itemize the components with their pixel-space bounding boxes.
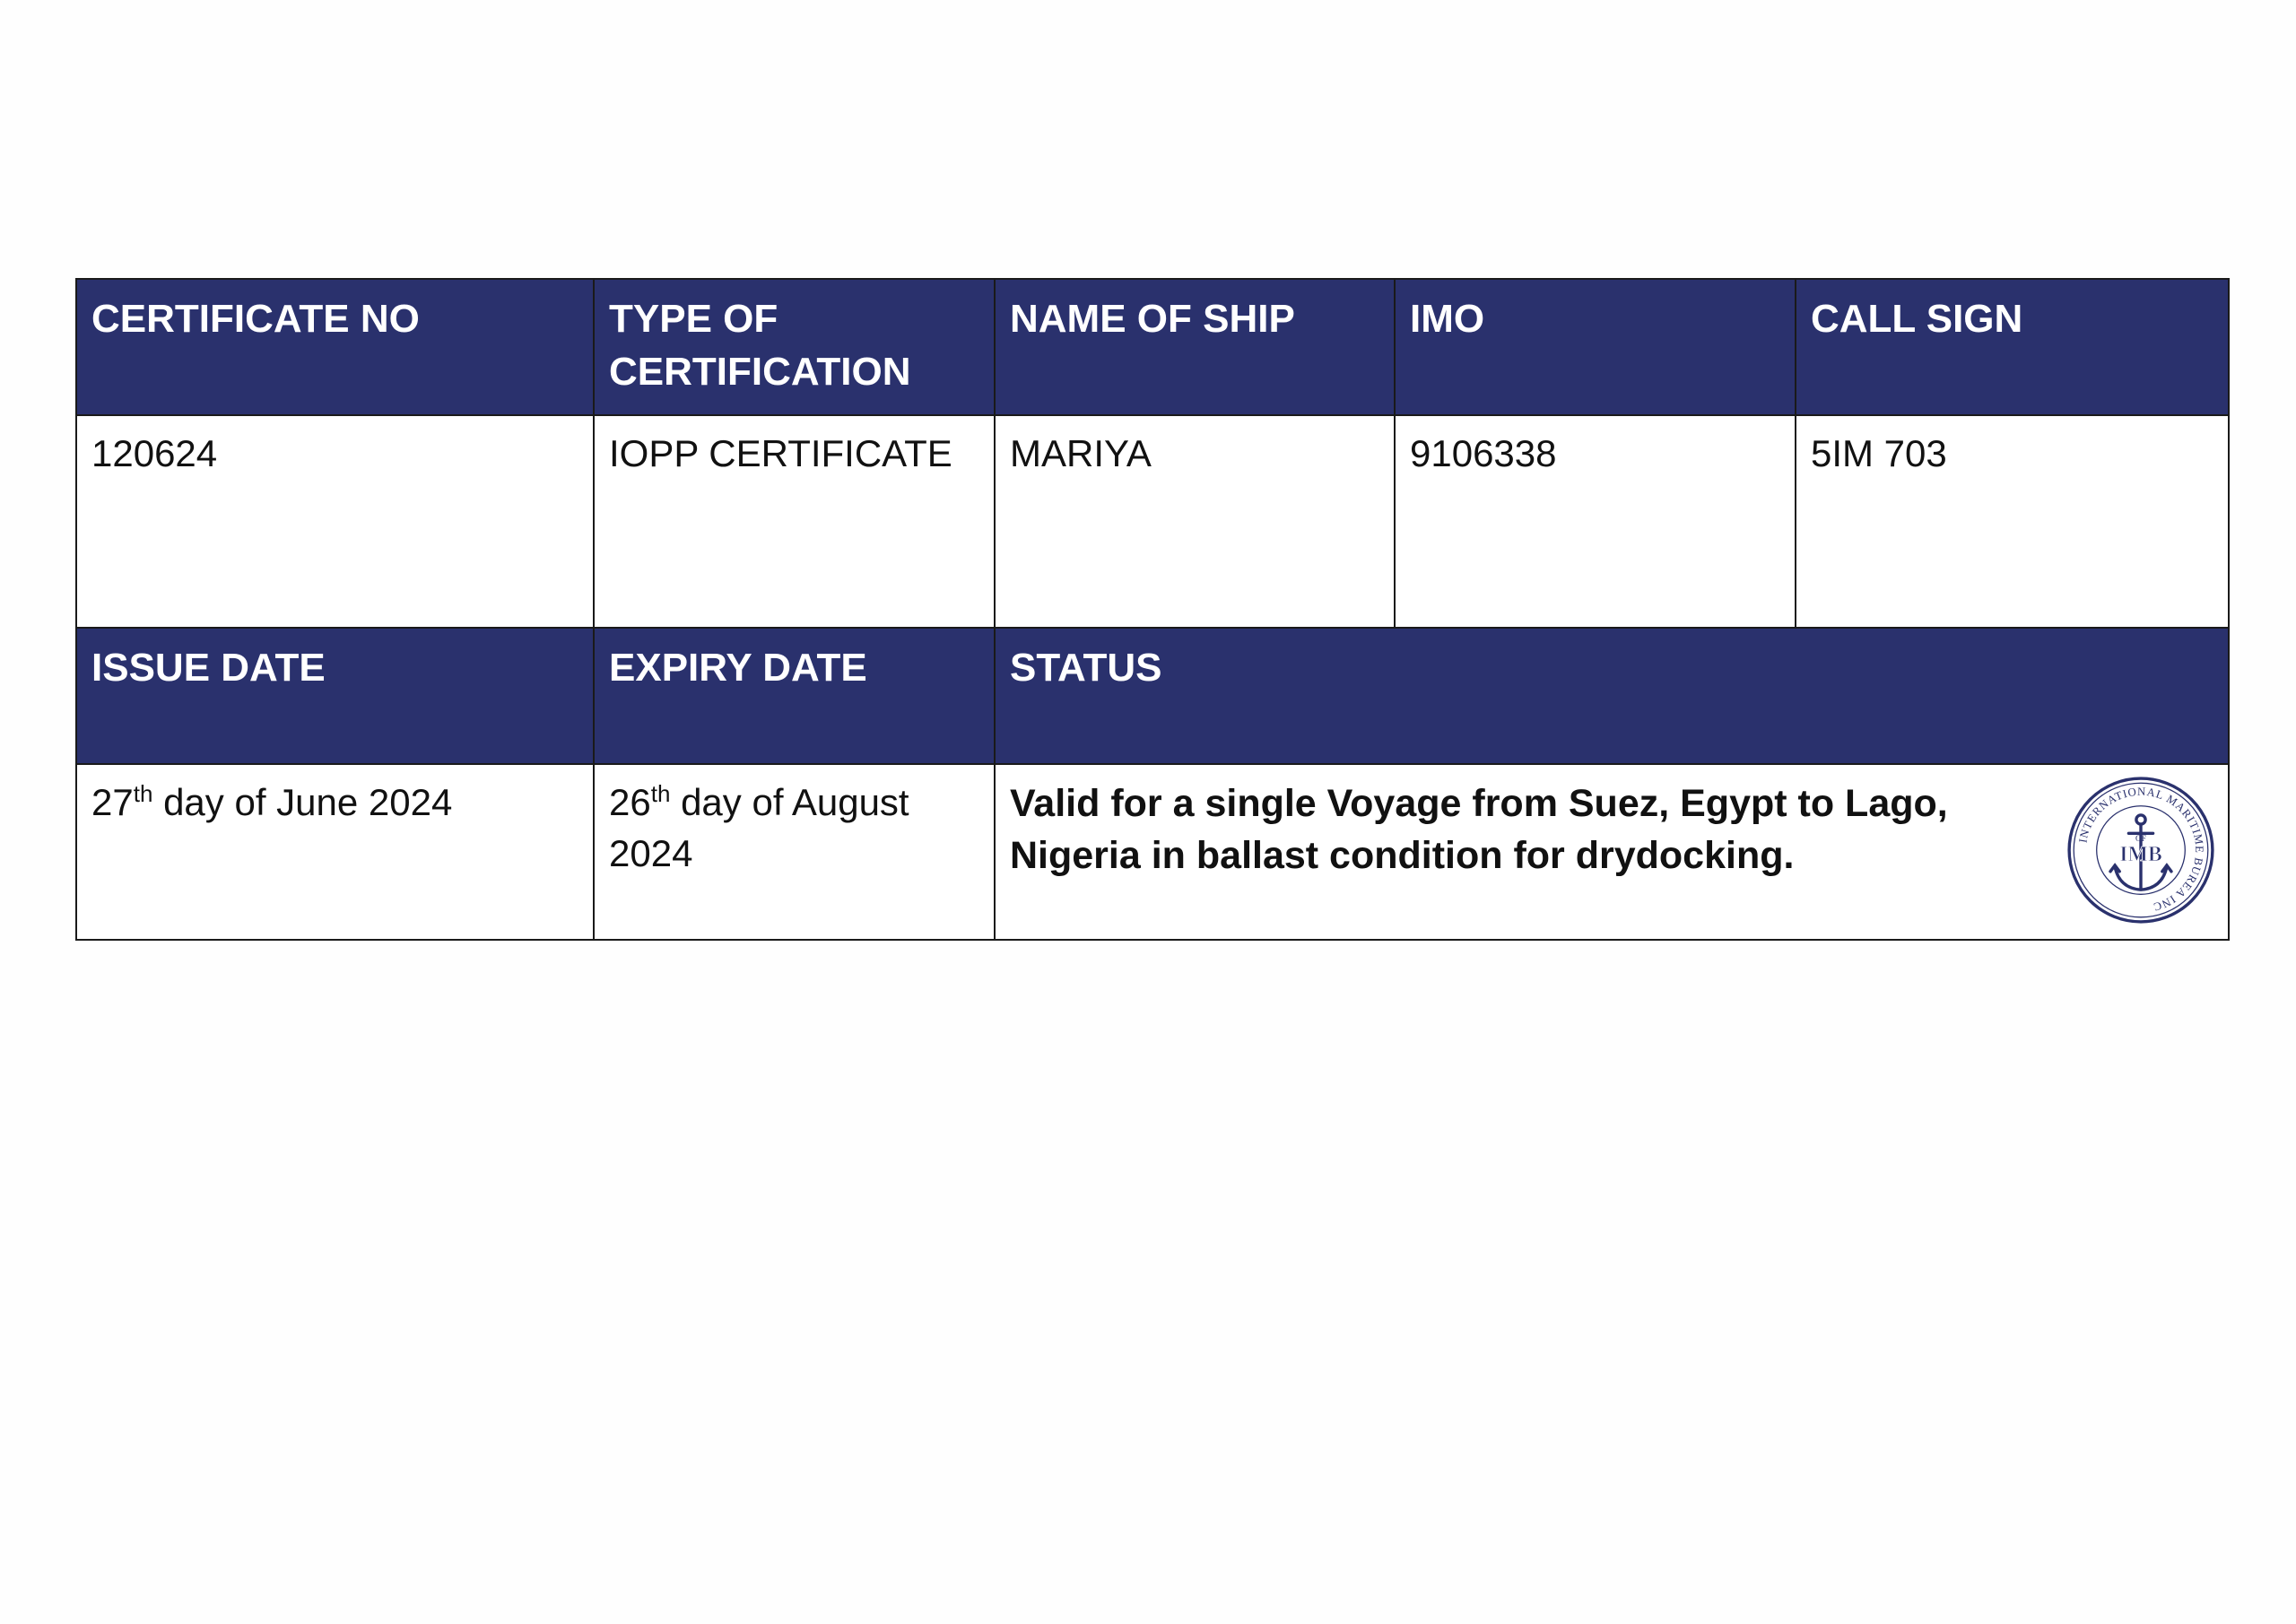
expiry-date-day: 26 — [609, 781, 651, 823]
name-of-ship-value: MARIYA — [995, 415, 1395, 628]
type-of-certification-value: IOPP CERTIFICATE — [594, 415, 995, 628]
imo-value: 9106338 — [1395, 415, 1796, 628]
header-call-sign: CALL SIGN — [1796, 279, 2229, 415]
header-issue-date: ISSUE DATE — [76, 628, 594, 764]
header-imo: IMO — [1395, 279, 1796, 415]
expiry-date-value — [594, 764, 995, 940]
issue-date-day: 27 — [91, 781, 134, 823]
imb-seal-stamp — [2065, 774, 2217, 926]
certificate-table — [75, 278, 2230, 941]
header-status: STATUS — [995, 628, 2229, 764]
call-sign-value: 5IM 703 — [1796, 415, 2229, 628]
issue-date-ordinal: th — [133, 780, 153, 807]
header-type-of-certification: TYPE OF CERTIFICATION — [594, 279, 995, 415]
header-row-1 — [76, 279, 2229, 415]
header-name-of-ship: NAME OF SHIP — [995, 279, 1395, 415]
value-row-2 — [76, 764, 2229, 940]
header-certificate-no: CERTIFICATE NO — [76, 279, 594, 415]
value-row-1 — [76, 415, 2229, 628]
issue-date-rest: day of June 2024 — [152, 781, 453, 823]
seal-ring-text: INTERNATIONAL MARITIME BUREA INC — [2076, 785, 2206, 914]
issue-date-value — [76, 764, 594, 940]
header-row-2 — [76, 628, 2229, 764]
seal-center-text: IMB — [2119, 842, 2162, 866]
header-expiry-date: EXPIRY DATE — [594, 628, 995, 764]
certificate-no-value: 120624 — [76, 415, 594, 628]
expiry-date-ordinal: th — [650, 780, 671, 807]
status-value-cell — [995, 764, 2229, 940]
status-value: Valid for a single Voyage from Suez, Egypt to Lago, Nigeria in ballast condition for drydocking. — [1010, 782, 1948, 878]
seal-small-text: OF — [2135, 834, 2146, 844]
expiry-date-rest: day of August 2024 — [609, 781, 909, 874]
